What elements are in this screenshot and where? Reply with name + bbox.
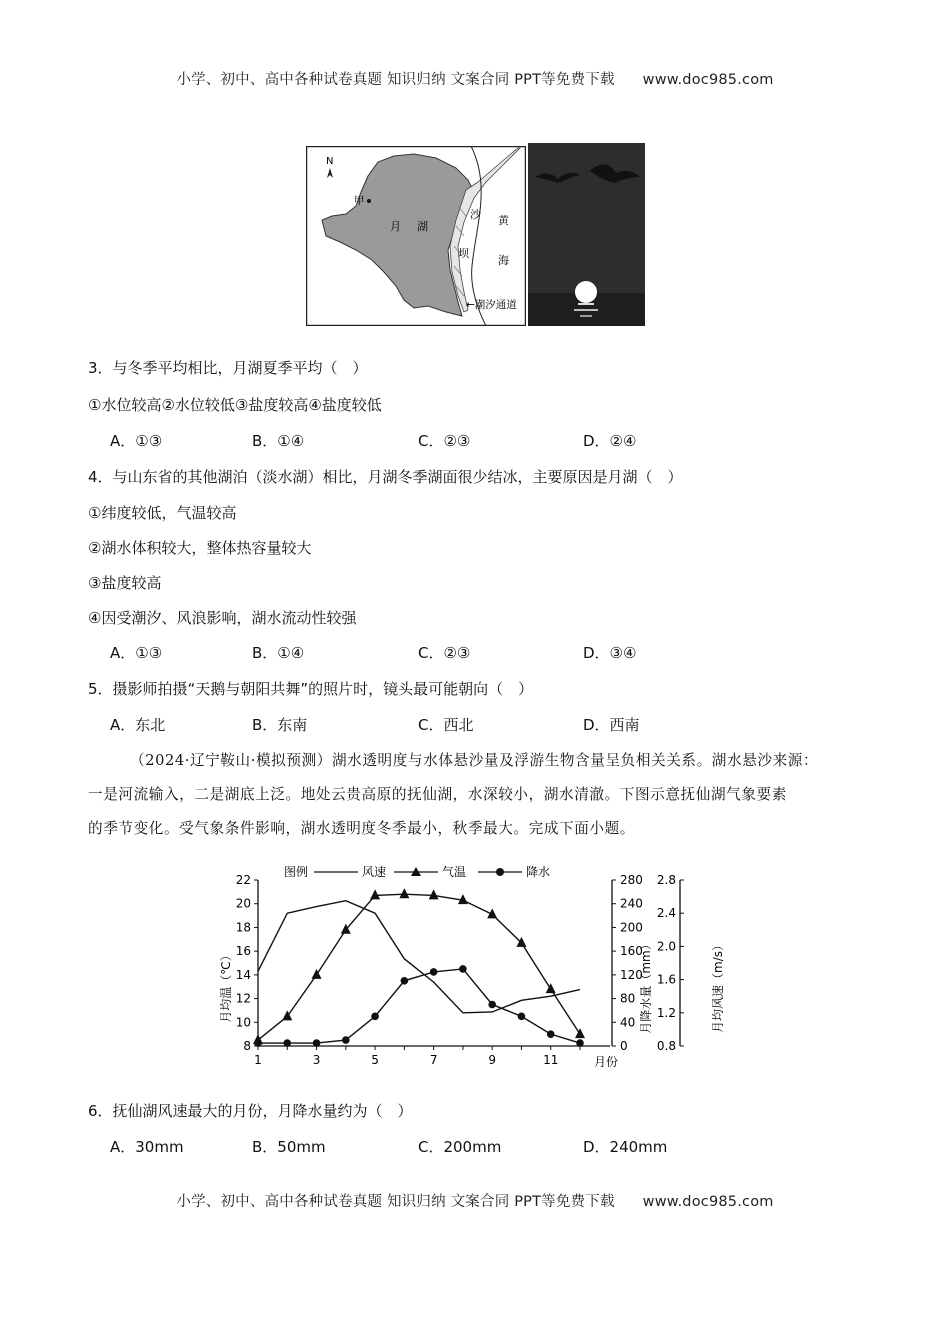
passage-line-1: （2024·辽宁鞍山·模拟预测）湖水透明度与水体悬沙量及浮游生物含量呈负相关关系。湖水悬沙来源： xyxy=(130,752,819,769)
mid-tick-label: 200 xyxy=(620,920,643,935)
passage xyxy=(88,744,868,846)
legend-precip-marker xyxy=(496,868,504,876)
map-label-huang: 黄 xyxy=(498,214,509,227)
north-label: N xyxy=(326,156,334,167)
precip-point xyxy=(488,1001,496,1009)
left-tick-label: 14 xyxy=(235,967,251,982)
map-label-sha: 沙 xyxy=(470,208,481,221)
q5-option-d[interactable]: D．西南 xyxy=(583,716,640,734)
q3-items: ①水位较高②水位较低③盐度较高④盐度较低 xyxy=(88,396,382,414)
q4-stem: 4．与山东省的其他湖泊（淡水湖）相比，月湖冬季湖面很少结冰，主要原因是月湖（ ） xyxy=(88,468,683,486)
right-tick-label: 0.8 xyxy=(656,1039,676,1053)
right-tick-label: 2.4 xyxy=(656,906,676,921)
fuxian-lake-climate-chart xyxy=(210,856,730,1076)
precip-point xyxy=(342,1036,350,1044)
right-tick-label: 2.0 xyxy=(656,939,676,954)
right-tick-label: 1.2 xyxy=(656,1005,676,1020)
q3-option-b[interactable]: B．①④ xyxy=(252,432,305,450)
legend-precip: 降水 xyxy=(526,865,551,879)
map-label-hai: 海 xyxy=(498,254,509,267)
q4-item-2: ②湖水体积较大，整体热容量较大 xyxy=(88,539,312,557)
legend-title: 图例 xyxy=(284,865,309,879)
swan-sunrise-photo xyxy=(528,143,645,326)
x-tick-label: 1 xyxy=(254,1053,262,1067)
temp-point xyxy=(429,889,439,899)
q6-option-d[interactable]: D．240mm xyxy=(583,1138,668,1156)
precip-point xyxy=(254,1039,262,1047)
precip-point xyxy=(430,968,438,976)
q5-option-c[interactable]: C．西北 xyxy=(418,716,474,734)
left-tick-label: 12 xyxy=(235,991,251,1006)
precip-point xyxy=(547,1030,555,1038)
q5-stem: 5．摄影师拍摄“天鹅与朝阳共舞”的照片时，镜头最可能朝向（ ） xyxy=(88,680,534,698)
series-line-circle xyxy=(258,969,580,1043)
mid-tick-label: 160 xyxy=(620,944,643,959)
footer-text: 小学、初中、高中各种试卷真题 知识归纳 文案合同 PPT等免费下载 xyxy=(176,1194,615,1210)
q3-stem: 3．与冬季平均相比，月湖夏季平均（ ） xyxy=(88,359,368,377)
left-axis-label: 月均温（℃） xyxy=(219,949,233,1023)
header-text: 小学、初中、高中各种试卷真题 知识归纳 文案合同 PPT等免费下载 xyxy=(176,72,615,88)
q6-stem: 6．抚仙湖风速最大的月份，月降水量约为（ ） xyxy=(88,1102,413,1120)
q5-option-b[interactable]: B．东南 xyxy=(252,716,308,734)
series-line-none xyxy=(258,901,580,1013)
mid-tick-label: 40 xyxy=(620,1015,636,1030)
q4-option-a[interactable]: A．①③ xyxy=(110,644,163,662)
precip-point xyxy=(518,1013,526,1021)
left-tick-label: 8 xyxy=(243,1039,251,1053)
moon-lake-map xyxy=(306,146,526,326)
mid-axis-label: 月降水量（mm） xyxy=(639,938,653,1034)
left-tick-label: 20 xyxy=(235,896,251,911)
left-tick-label: 22 xyxy=(235,873,251,887)
x-tick-label: 3 xyxy=(312,1053,321,1067)
point-jia xyxy=(367,199,371,203)
precip-point xyxy=(576,1039,584,1047)
mid-tick-label: 80 xyxy=(620,991,636,1006)
x-tick-label: 5 xyxy=(371,1053,379,1067)
precip-point xyxy=(371,1013,379,1021)
q4-option-d[interactable]: D．③④ xyxy=(583,644,637,662)
map-label-ba: 坝 xyxy=(458,247,469,260)
sun-reflection-1 xyxy=(578,303,594,305)
precip-point xyxy=(401,977,409,985)
header-site: www.doc985.com xyxy=(642,72,774,88)
q6-option-b[interactable]: B．50mm xyxy=(252,1138,326,1156)
q6-option-a[interactable]: A．30mm xyxy=(110,1138,184,1156)
q3-option-c[interactable]: C．②③ xyxy=(418,432,471,450)
temp-point xyxy=(370,889,380,899)
map-label-channel: ←潮汐通道 xyxy=(466,299,517,311)
q6-option-c[interactable]: C．200mm xyxy=(418,1138,502,1156)
map-label-jia: 甲 xyxy=(354,195,365,207)
q4-item-3: ③盐度较高 xyxy=(88,574,162,592)
mid-tick-label: 120 xyxy=(620,967,643,982)
passage-line-3: 的季节变化。受气象条件影响，湖水透明度冬季最小，秋季最大。完成下面小题。 xyxy=(88,820,635,837)
legend-wind: 风速 xyxy=(362,865,387,879)
legend-temp: 气温 xyxy=(442,865,467,879)
page-footer xyxy=(0,1190,950,1211)
right-axis-label: 月均风速（m/s） xyxy=(711,939,725,1033)
map-label-lake2: 湖 xyxy=(417,220,428,233)
sun-reflection-3 xyxy=(580,315,592,317)
map-label-lake1: 月 xyxy=(390,220,401,233)
precip-point xyxy=(459,965,467,973)
page-header xyxy=(0,68,950,89)
left-tick-label: 10 xyxy=(235,1015,251,1030)
temp-point xyxy=(516,937,526,947)
q3-option-a[interactable]: A．①③ xyxy=(110,432,163,450)
passage-line-2: 一是河流输入，二是湖底上泛。地处云贵高原的抚仙湖，水深较小，湖水清澈。下图示意抚仙湖气象要素 xyxy=(88,786,787,803)
rising-sun xyxy=(575,281,597,303)
precip-point xyxy=(313,1039,321,1047)
x-tick-label: 9 xyxy=(488,1053,497,1067)
right-tick-label: 1.6 xyxy=(656,972,676,987)
series-line-triangle xyxy=(258,894,580,1040)
left-tick-label: 16 xyxy=(235,944,251,959)
x-tick-label: 11 xyxy=(543,1053,559,1067)
q3-option-d[interactable]: D．②④ xyxy=(583,432,637,450)
right-tick-label: 2.8 xyxy=(656,873,676,887)
q4-option-b[interactable]: B．①④ xyxy=(252,644,305,662)
temp-point xyxy=(399,888,409,898)
precip-point xyxy=(283,1039,291,1047)
q5-option-a[interactable]: A．东北 xyxy=(110,716,166,734)
mid-tick-label: 280 xyxy=(620,873,643,887)
footer-site: www.doc985.com xyxy=(642,1194,774,1210)
x-tick-label: 7 xyxy=(429,1053,438,1067)
left-tick-label: 18 xyxy=(235,920,251,935)
q4-item-4: ④因受潮汐、风浪影响，湖水流动性较强 xyxy=(88,609,357,627)
q4-option-c[interactable]: C．②③ xyxy=(418,644,471,662)
x-axis-unit: 月份 xyxy=(594,1055,619,1069)
sun-reflection-2 xyxy=(574,309,598,311)
mid-tick-label: 240 xyxy=(620,896,643,911)
mid-tick-label: 0 xyxy=(620,1039,628,1053)
q4-item-1: ①纬度较低，气温较高 xyxy=(88,504,237,522)
